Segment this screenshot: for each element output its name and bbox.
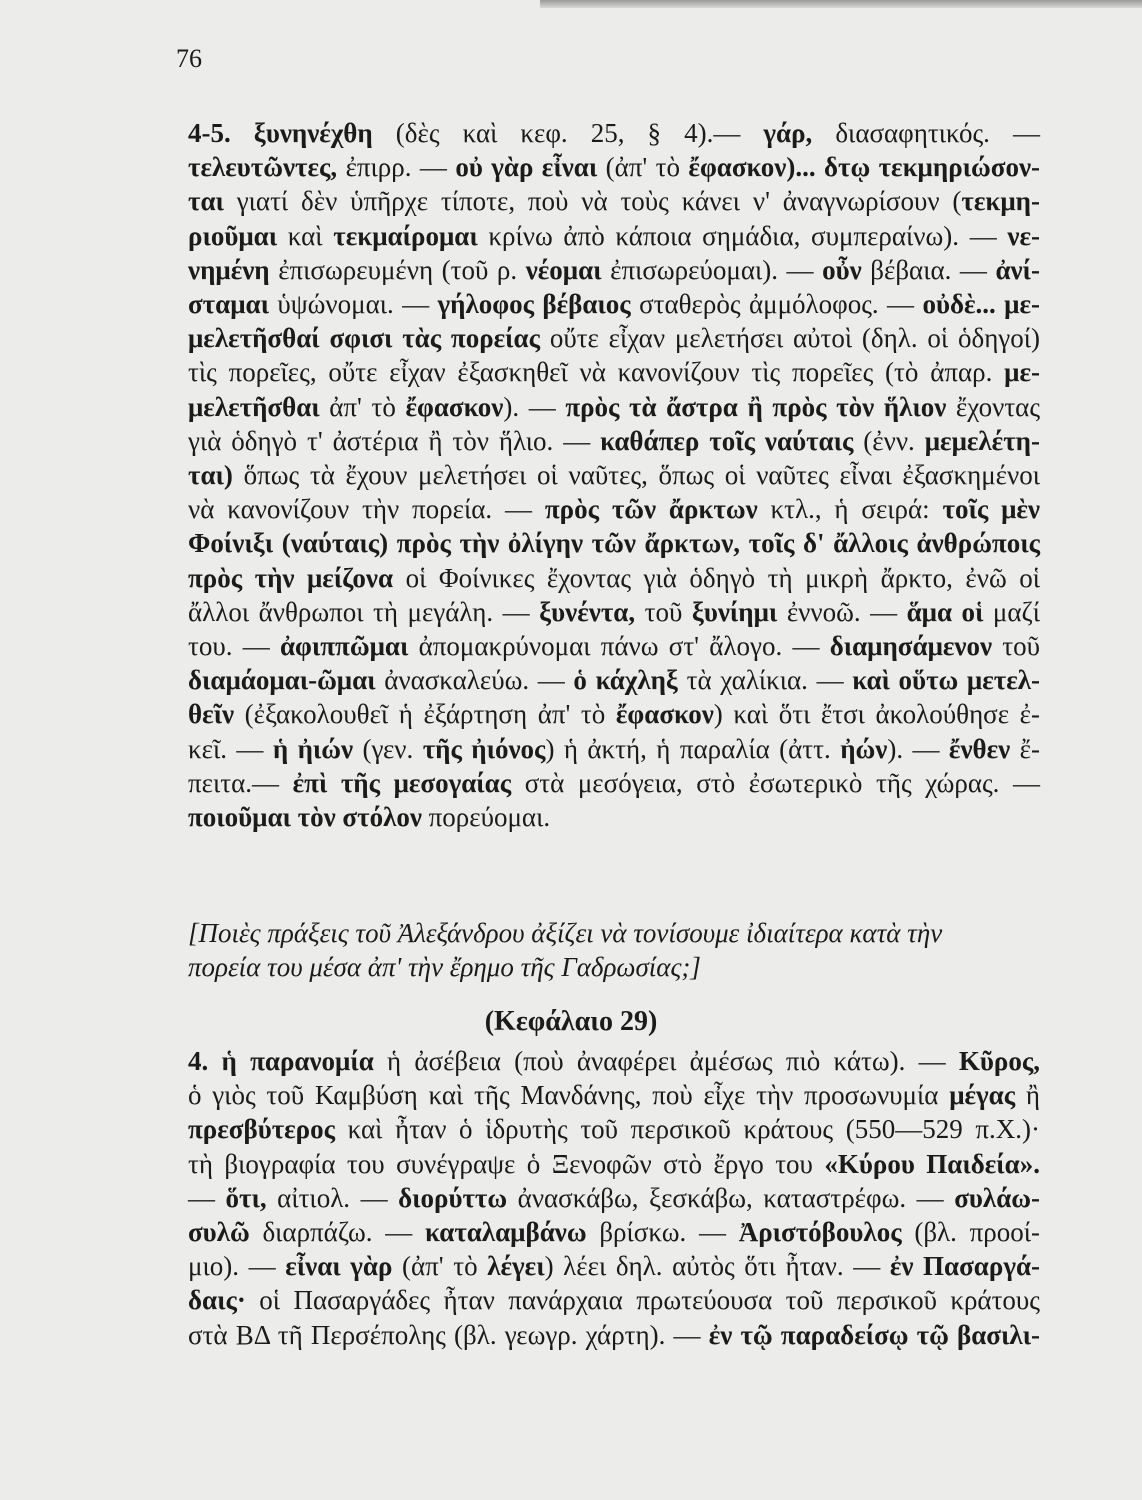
lemma-term: μελετῆσθαί σφισι τὰς πορείας [188, 323, 541, 354]
lemma-term: πρεσβύτερος [188, 1114, 336, 1145]
gloss-text: ὅπως τὰ ἔχουν μελετήσει οἱ ναῦτες, ὅπως οἱ ναῦτες εἶναι ἐξασκημένοι [232, 460, 1040, 490]
lemma-term: οὖν [822, 254, 862, 285]
gloss-text: γιὰ ὁδηγὸ τ' ἀστέρια ἢ τὸν ἥλιο. — [188, 425, 601, 456]
lemma-term: μελετῆσθαι [188, 391, 320, 422]
text-line [188, 1249, 1040, 1283]
lemma-term: τελευτῶντες, [188, 152, 338, 183]
gloss-text: οὔτε εἶχαν μελετήσει αὐτοὶ (δηλ. οἱ ὁδηγοί) [540, 323, 1040, 354]
lemma-term: ὅτι, [225, 1182, 267, 1213]
lemma-term: πρὸς τὰ ἄστρα ἢ πρὸς τὸν ἥλιον [565, 391, 947, 422]
gloss-text: (γεν. [353, 733, 423, 764]
lemma-term: τοῖς μὲν [942, 494, 1040, 525]
lemma-term: διαμάομαι-ῶμαι [188, 665, 376, 696]
text-line [188, 424, 1040, 458]
gloss-text: (ἐξακολουθεῖ ἡ ἐξάρτηση ἀπ' τὸ [234, 699, 616, 730]
gloss-text: (δὲς καὶ κεφ. 25, § 4).— [372, 118, 764, 148]
gloss-text: ) λέει δηλ. αὐτὸς ὅτι ἦταν. — [544, 1251, 890, 1282]
chapter-heading: (Κεφάλαιο 29) [484, 1006, 658, 1037]
gloss-text: τὶς πορεῖες, οὔτε εἶχαν ἐξασκηθεῖ νὰ κανονίζουν τὶς πορεῖες (τὸ ἀπαρ. [188, 357, 1005, 388]
lemma-term: οὐδὲ... με- [922, 289, 1040, 319]
gloss-text: ) καὶ ὅτι ἔτσι ἀκολούθησε ἐ- [713, 699, 1040, 730]
gloss-text: ὁ γιὸς τοῦ Καμβύση καὶ τῆς Μανδάνης, ποὺ εἶχε τὴν προσωνυμία [188, 1080, 950, 1111]
gloss-text: τὰ χαλίκια. — [677, 665, 853, 696]
lemma-term: καταλαμβάνω [425, 1217, 587, 1247]
gloss-text: ἄλλοι ἄνθρωποι τὴ μεγάλη. — [188, 596, 540, 627]
lemma-term: Κῦρος, [958, 1046, 1040, 1076]
lemma-term: ριοῦμαι [188, 220, 278, 251]
lemma-term: ἅμα οἱ [906, 596, 984, 627]
lemma-term: ἀνί- [995, 254, 1040, 285]
lemma-term: λέγει [487, 1251, 545, 1282]
gloss-text: νὰ κανονίζουν τὴν πορεία. — [188, 494, 545, 525]
lemma-term: καὶ οὕτω μετελ- [852, 665, 1040, 696]
lemma-term: ξυνέντα, [539, 596, 636, 627]
lemma-term: ἔφασκον [615, 699, 714, 730]
lemma-term: ἀφιππῶμαι [279, 631, 409, 661]
gloss-text: βέβαια. — [861, 254, 996, 285]
text-line [188, 526, 1040, 560]
lemma-term: συλῶ [188, 1217, 250, 1247]
gloss-text: ἔ- [1010, 733, 1040, 764]
lemma-term: νημένη [188, 254, 270, 285]
gloss-text: κεῖ. — [188, 733, 273, 764]
text-line [188, 458, 1040, 492]
lemma-term: ἐν τῷ παραδείσῳ τῷ βασιλι- [708, 1319, 1040, 1350]
text-line [188, 321, 1040, 355]
gloss-text: ἡ ἀσέβεια (ποὺ ἀναφέρει ἀμέσως πιὸ κάτω). — [373, 1046, 959, 1076]
text-line [188, 184, 1040, 218]
lemma-term: συλάω- [954, 1182, 1040, 1213]
gloss-text: ). — [887, 733, 949, 764]
gloss-text: ἐπισωρεύομαι). — [601, 254, 823, 285]
lemma-term: γήλοφος βέβαιος [437, 289, 631, 319]
gloss-text: διαρπάζω. — [249, 1217, 426, 1247]
lemma-term: τῆς ἠιόνος [422, 733, 546, 764]
lemma-term: ἔνθεν [948, 733, 1011, 764]
gloss-text: στὰ ΒΔ τῆ Περσέπολης (βλ. γεωγρ. χάρτη). — [188, 1319, 709, 1350]
gloss-text: του. — [188, 631, 280, 661]
lemma-term: ὁ κάχληξ [573, 665, 678, 696]
question-line: [Ποιὲς πράξεις τοῦ Ἀλεξάνδρου ἀξίζει νὰ τονίσουμε ἰδιαίτερα κατὰ τὴν [188, 918, 943, 948]
gloss-text: (ἐνν. [853, 425, 925, 456]
lemma-term: δαις· [188, 1285, 246, 1316]
text-line [188, 595, 1040, 629]
lemma-term: σταμαι [188, 289, 269, 319]
text-line [188, 697, 1040, 731]
lemma-term: μέγας [949, 1080, 1016, 1111]
lemma-term: καθάπερ τοῖς ναύταις [600, 425, 854, 456]
lemma-term: με- [1004, 357, 1040, 388]
text-line [188, 732, 1040, 766]
text-line [188, 1078, 1040, 1112]
gloss-text: τοῦ [992, 631, 1041, 661]
lemma-term: ἐν Πασαργά- [889, 1251, 1041, 1282]
gloss-text: ἀπομακρύνομαι πάνω στ' ἄλογο. — [408, 631, 830, 661]
text-line [188, 287, 1040, 321]
lemma-term: νέομαι [525, 254, 602, 285]
text-line [188, 1112, 1040, 1146]
gloss-text: βρίσκω. — [586, 1217, 739, 1247]
text-line [188, 629, 1040, 663]
lemma-term: Φοίνιξι (ναύταις) πρὸς τὴν ὀλίγην τῶν ἄρκτων, τοῖς δ' ἄλλοις ἀνθρώποις [188, 528, 1040, 559]
gloss-text: καὶ ἦταν ὁ ἱδρυτὴς τοῦ περσικοῦ κράτους (550—529 π.Χ.)· [335, 1114, 1040, 1145]
lemma-term: ξυνίημι [691, 596, 778, 627]
text-line [188, 1215, 1040, 1249]
text-line [188, 561, 1040, 595]
question-line: πορεία του μέσα ἀπ' τὴν ἔρημο τῆς Γαδρωσίας;] [188, 952, 701, 982]
gloss-text: ἔχοντας [946, 391, 1041, 422]
lemma-term: τεκμη- [961, 186, 1040, 217]
gloss-text: καὶ [277, 220, 334, 251]
text-line [188, 766, 1040, 800]
text-line [188, 800, 1040, 834]
lemma-term: ἡ ἠιών [272, 733, 354, 764]
lemma-term: πρὸς τὴν μείζονα [188, 562, 394, 593]
gloss-text: σταθερὸς ἀμμόλοφος. — [630, 289, 923, 319]
gloss-text: (ἀπ' τὸ [392, 1251, 488, 1282]
gloss-text: ἐπισωρευμένη (τοῦ ρ. [269, 254, 526, 285]
text-line [188, 116, 1040, 150]
lemma-term: πρὸς τῶν ἄρκτων [544, 494, 758, 525]
gloss-text: ἐπιρρ. — [337, 152, 456, 183]
gloss-text: τοῦ [635, 596, 692, 627]
lemma-term: τεκμαίρομαι [333, 220, 478, 251]
text-line [188, 1283, 1040, 1317]
gloss-text: μιο). — [188, 1251, 286, 1282]
gloss-text: διασαφητικός. — [812, 118, 1040, 148]
text-line [188, 150, 1040, 184]
lemma-term: ποιοῦμαι τὸν στόλον [188, 802, 422, 832]
text-line [188, 1318, 1040, 1352]
lemma-term: «Κύρου Παιδεία». [824, 1148, 1040, 1179]
gloss-text: τὴ βιογραφία του συνέγραψε ὁ Ξενοφῶν στὸ ἔργο του [188, 1148, 825, 1179]
lemma-term: θεῖν [188, 699, 235, 730]
text-line [188, 663, 1040, 697]
lemma-term: 4-5. ξυνηνέχθη [188, 118, 373, 148]
gloss-text: ) ἡ ἀκτή, ἡ παραλία (ἀττ. [545, 733, 841, 764]
gloss-text: οἱ Πασαργάδες ἦταν πανάρχαια πρωτεύουσα τοῦ περσικοῦ κράτους [245, 1285, 1040, 1316]
text-line [188, 390, 1040, 424]
lemma-term: οὐ γὰρ εἶναι [455, 152, 598, 183]
text-line [188, 1181, 1040, 1215]
lemma-term: νε- [1007, 220, 1041, 251]
lemma-term: 4. ἡ παρανομία [188, 1046, 374, 1076]
lemma-term: ται) [188, 460, 233, 490]
page-number: 76 [176, 44, 202, 73]
lemma-term: ἠών [840, 733, 888, 764]
gloss-text: ἢ [1015, 1080, 1040, 1111]
gloss-text: στὰ μεσόγεια, στὸ ἐσωτερικὸ τῆς χώρας. — [511, 767, 1041, 798]
gloss-text: κρίνω ἀπὸ κάποια σημάδια, συμπεραίνω). — [477, 220, 1008, 251]
gloss-text: ὑψώνομαι. — [268, 289, 438, 319]
lemma-term: ἔφασκον)... δτῳ τεκμηριώσον- [688, 152, 1040, 183]
gloss-text: οἱ Φοίνικες ἔχοντας γιὰ ὁδηγὸ τὴ μικρὴ ἄρκτο, ἐνῶ οἱ [393, 562, 1040, 593]
gloss-text: ἀπ' τὸ [319, 391, 406, 422]
gloss-text: (ἀπ' τὸ [597, 152, 689, 183]
gloss-text: κτλ., ἡ σειρά: [757, 494, 943, 525]
lemma-term: ται [188, 186, 224, 217]
lemma-term: γάρ, [763, 118, 813, 148]
text-line [188, 253, 1040, 287]
gloss-text: αἰτιολ. — [266, 1182, 399, 1213]
gloss-text: ἀνασκαλεύω. — [375, 665, 574, 696]
lemma-term: ἔφασκον [405, 391, 504, 422]
text-line [188, 219, 1040, 253]
text-line [188, 1147, 1040, 1181]
lemma-term: μεμελέτη- [924, 425, 1040, 456]
text-line [188, 492, 1040, 526]
gloss-text: ἀνασκάβω, ξεσκάβω, καταστρέφω. — [507, 1182, 955, 1213]
gloss-text: πειτα.— [188, 767, 293, 798]
gloss-text: — [188, 1182, 226, 1213]
lemma-term: διορύττω [398, 1182, 508, 1213]
lemma-term: διαμησάμενον [829, 631, 993, 661]
gloss-text: πορεύομαι. [421, 802, 551, 832]
text-line [188, 1044, 1040, 1078]
text-line [188, 355, 1040, 389]
gloss-text: ). — [503, 391, 566, 422]
gloss-text: γιατί δὲν ὑπῆρχε τίποτε, ποὺ νὰ τοὺς κάνει ν' ἀναγνωρίσουν ( [223, 186, 962, 217]
lemma-term: ἐπὶ τῆς μεσογαίας [292, 767, 512, 798]
scan-edge-shadow [540, 0, 1142, 8]
gloss-text: ἐννοῶ. — [777, 596, 907, 627]
lemma-term: Ἀριστόβουλος [738, 1217, 902, 1247]
gloss-text: (βλ. προοί- [901, 1217, 1040, 1247]
lemma-term: εἶναι γὰρ [285, 1251, 393, 1282]
gloss-text: μαζί [983, 596, 1040, 627]
